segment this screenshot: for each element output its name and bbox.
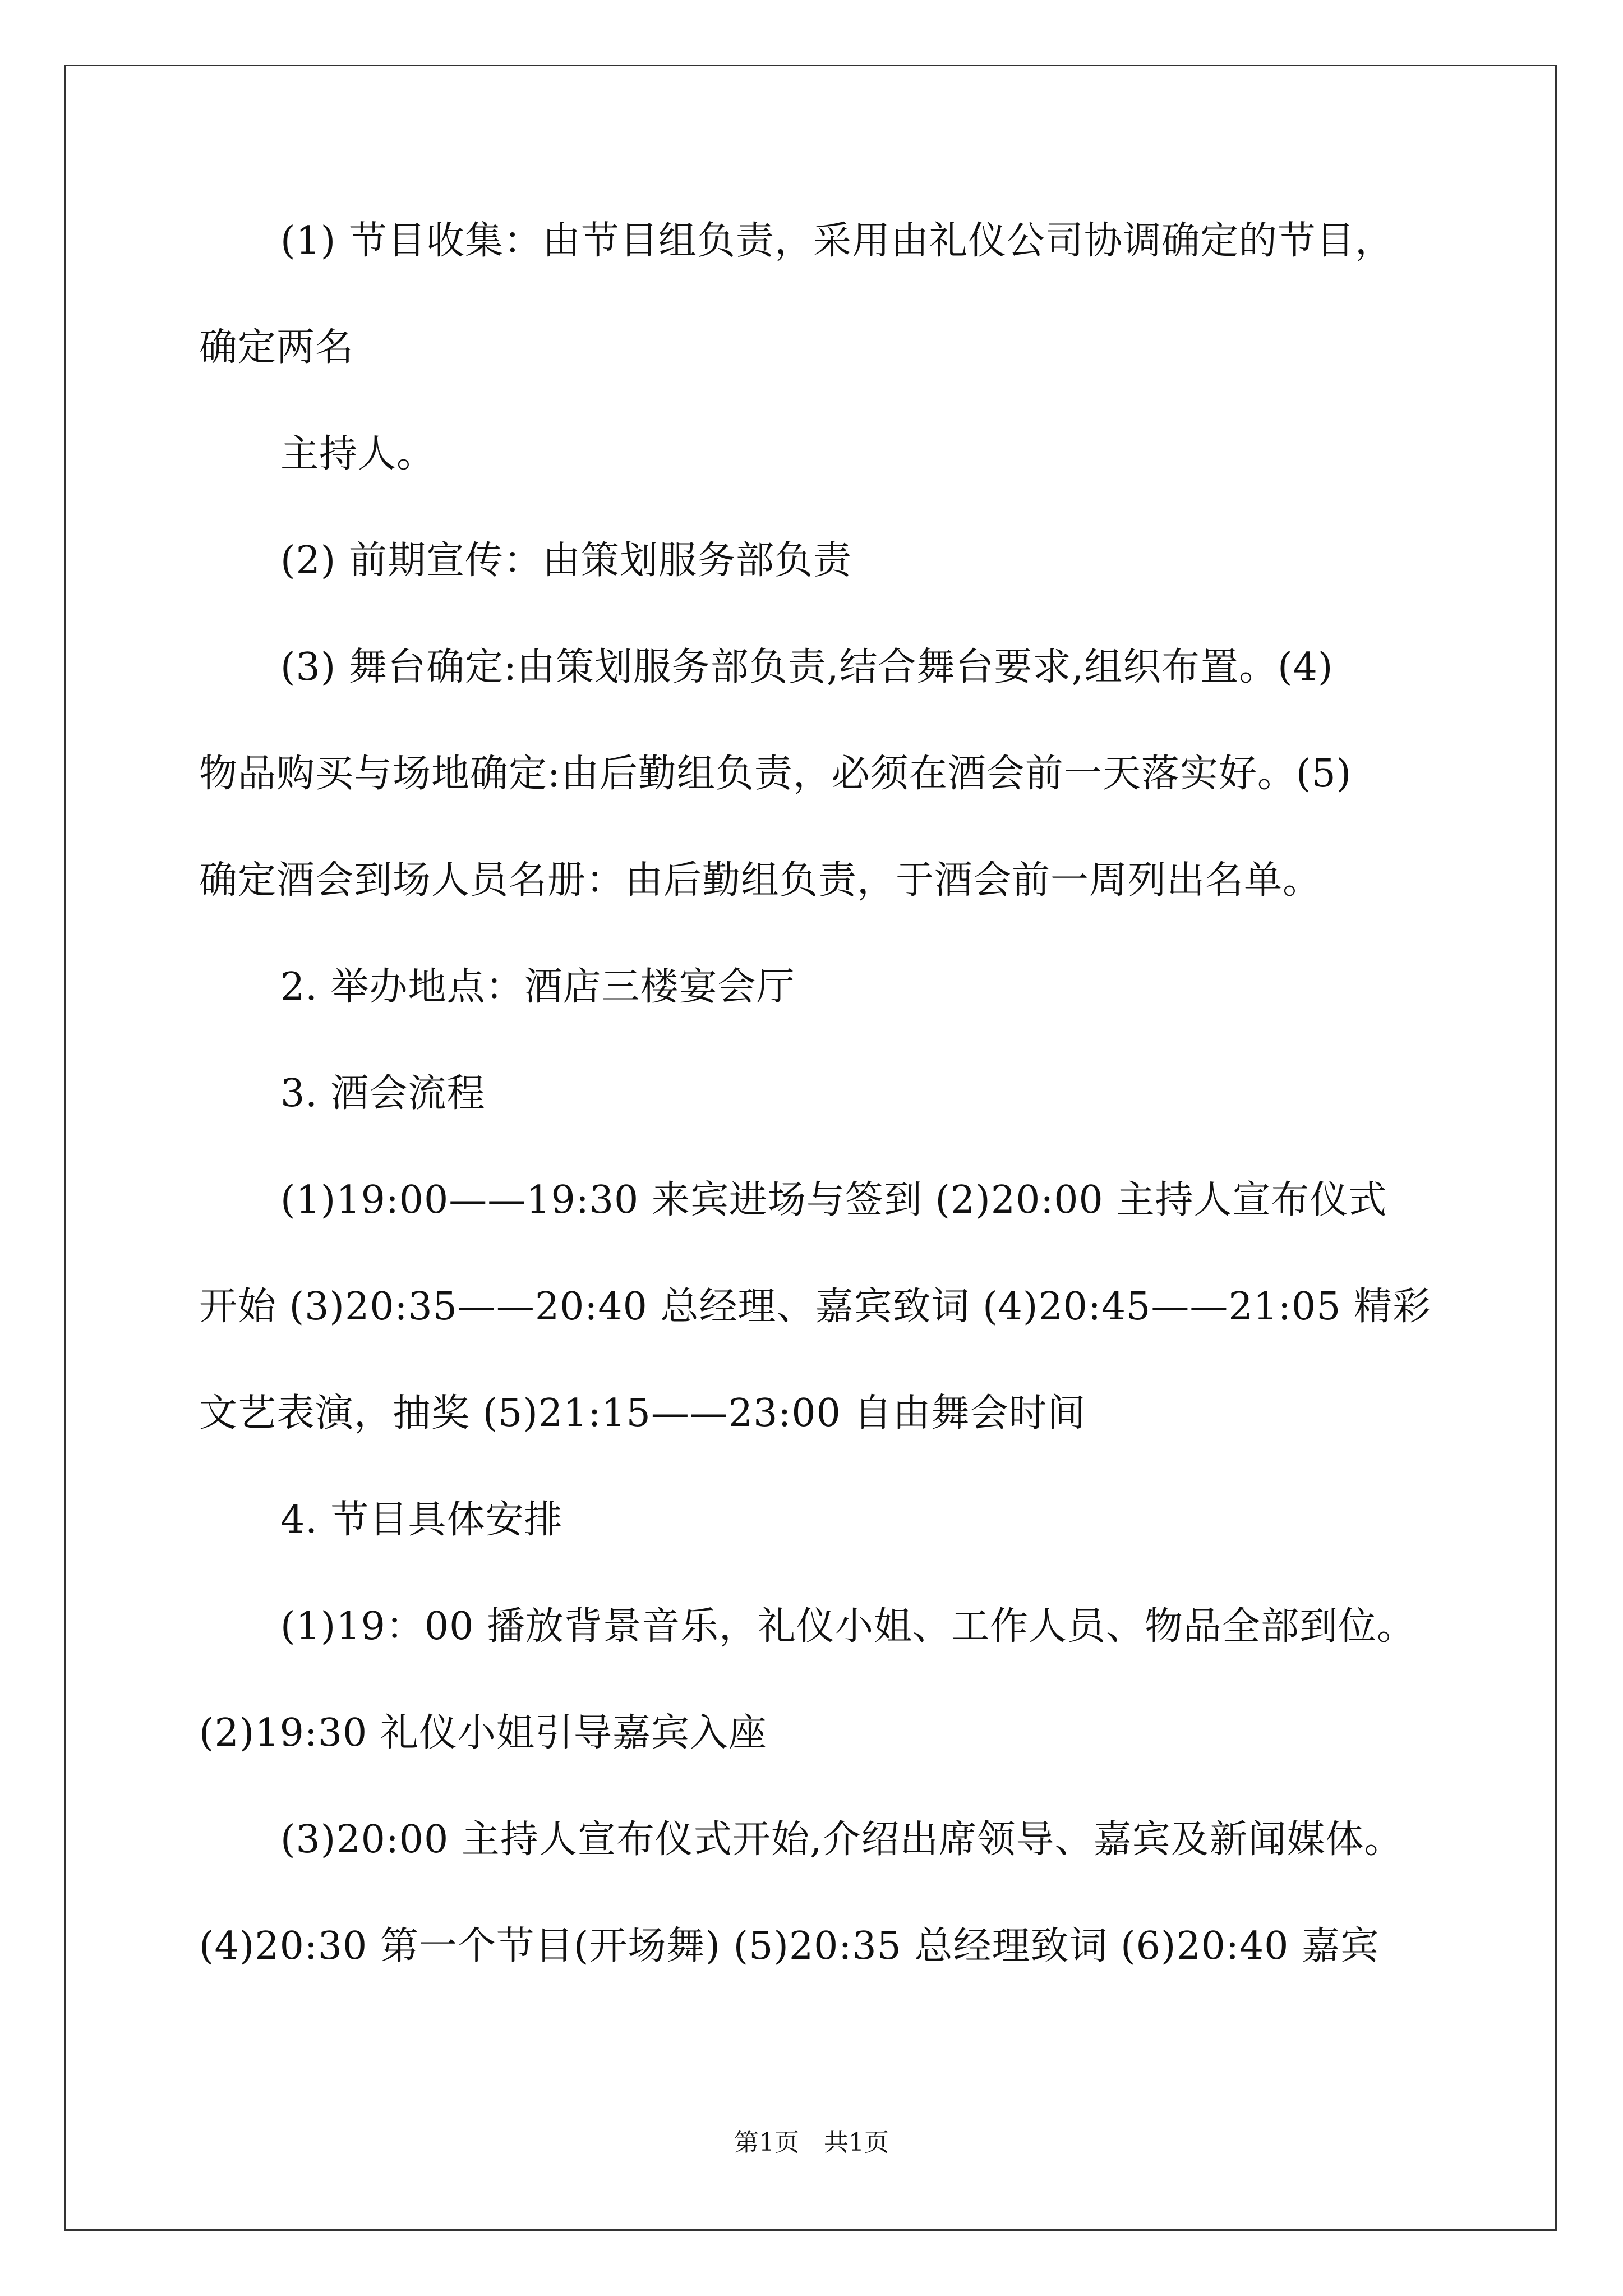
paragraph-line: (2) 前期宣传：由策划服务部负责 (280, 539, 852, 583)
paragraph-line: 物品购买与场地确定:由后勤组负责，必须在酒会前一天落实好。(5) (199, 752, 1352, 796)
page-border (64, 65, 1557, 2231)
paragraph-line: 确定两名 (199, 325, 354, 370)
section-heading: 4. 节目具体安排 (280, 1498, 563, 1542)
paragraph-line: (3)20:00 主持人宣布仪式开始,介绍出席领导、嘉宾及新闻媒体。 (280, 1818, 1403, 1862)
paragraph-line: (2)19:30 礼仪小姐引导嘉宾入座 (199, 1711, 767, 1755)
paragraph-line: (4)20:30 第一个节目(开场舞) (5)20:35 总经理致词 (6)20:40 嘉宾 (199, 1924, 1379, 1968)
section-heading: 2. 举办地点：酒店三楼宴会厅 (280, 965, 795, 1009)
page-number-footer: 第1页 共1页 (734, 2128, 889, 2157)
paragraph-line: (1)19:00——19:30 来宾进场与签到 (2)20:00 主持人宣布仪式 (280, 1178, 1387, 1222)
paragraph-line: (1) 节目收集：由节目组负责，采用由礼仪公司协调确定的节目， (280, 219, 1394, 263)
section-heading: 3. 酒会流程 (280, 1071, 486, 1116)
paragraph-line: 文艺表演，抽奖 (5)21:15——23:00 自由舞会时间 (199, 1391, 1086, 1435)
paragraph-line: 主持人。 (280, 432, 436, 476)
paragraph-line: (1)19：00 播放背景音乐，礼仪小姐、工作人员、物品全部到位。 (280, 1604, 1415, 1649)
paragraph-line: 确定酒会到场人员名册：由后勤组负责，于酒会前一周列出名单。 (199, 858, 1322, 903)
paragraph-line: 开始 (3)20:35——20:40 总经理、嘉宾致词 (4)20:45——21:05 精彩 (199, 1285, 1431, 1329)
paragraph-line: (3) 舞台确定:由策划服务部负责,结合舞台要求,组织布置。(4) (280, 645, 1334, 689)
